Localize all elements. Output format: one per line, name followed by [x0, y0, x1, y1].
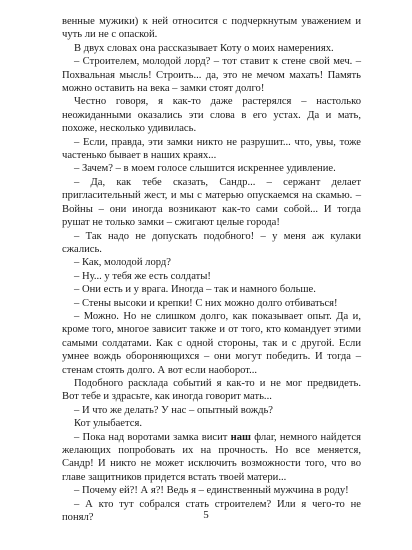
paragraph: В двух словах она рассказывает Коту о моих намерениях.: [74, 42, 334, 54]
paragraph: – Да, как тебе сказать, Сандр... – сержант делает пригласительный жест, и мы с матерью опускаемся на скамью. – Войны – они иногда возникают как-то сами собой... И тогда рушат не только замки – сжигают целые города!: [62, 176, 361, 229]
paragraph: – А кто тут собрался стать строителем? Или я чего-то не понял?: [62, 498, 361, 524]
body-text: [62, 15, 361, 524]
paragraph: – Пока над воротами замка висит наш флаг, немного найдется желающих попробовать их на прочность. Но все меняется, Сандр! И никто не может исключить возможности того, что во главе защитников придется встать твоей матери...: [62, 431, 361, 483]
paragraph: – Так надо не допускать подобного! – у меня аж кулаки сжались.: [62, 230, 361, 255]
paragraph: – Стены высоки и крепки! С них можно долго отбиваться!: [74, 297, 338, 309]
paragraph: – Строителем, молодой лорд? – тот ставит к стене свой меч. – Похвальная мысль! Строить... да, это не мечом махать! Память можно оставить на века – замки стоят долго!: [62, 56, 361, 95]
paragraph: – Можно. Но не слишком долго, как показывает опыт. Да и, кроме того, многое зависит также и от того, кто командует этими самыми солдатами. Как с одной стороны, так и с другой. Если умнее вождь обороняющихся – они могут победить. И тогда – стенам стоять долго. А вот если наоборот...: [62, 310, 361, 376]
paragraph: Честно говоря, я как-то даже растерялся – настолько неожиданными оказались эти слова в его устах. Да и мать, похоже, несколько удивилась.: [62, 96, 361, 135]
paragraph: – Почему ей?! А я?! Ведь я – единственный мужчина в роду!: [74, 485, 349, 497]
paragraph: – Как, молодой лорд?: [74, 257, 171, 269]
paragraph: – Они есть и у врага. Иногда – так и намного больше.: [74, 284, 316, 296]
paragraph: венные мужики) к ней относится с подчеркнутым уважением и чуть ли не с опаской.: [62, 16, 361, 41]
paragraph: – И что же делать? У нас – опытный вождь?: [74, 404, 273, 416]
paragraph: – Зачем? – в моем голосе слышится искреннее удивление.: [74, 163, 336, 175]
paragraph: – Ну... у тебя же есть солдаты!: [74, 270, 211, 282]
paragraph: Подобного расклада событий я как-то и не мог предвидеть. Вот тебе и здрасьте, как иногда говорит мать...: [62, 377, 361, 403]
page-number: 5: [203, 509, 209, 521]
paragraph: – Если, правда, эти замки никто не разрушит... что, увы, тоже частенько бывает в наших краях...: [62, 136, 361, 162]
paragraph: Кот улыбается.: [74, 418, 142, 430]
emphasis: наш: [230, 431, 251, 443]
